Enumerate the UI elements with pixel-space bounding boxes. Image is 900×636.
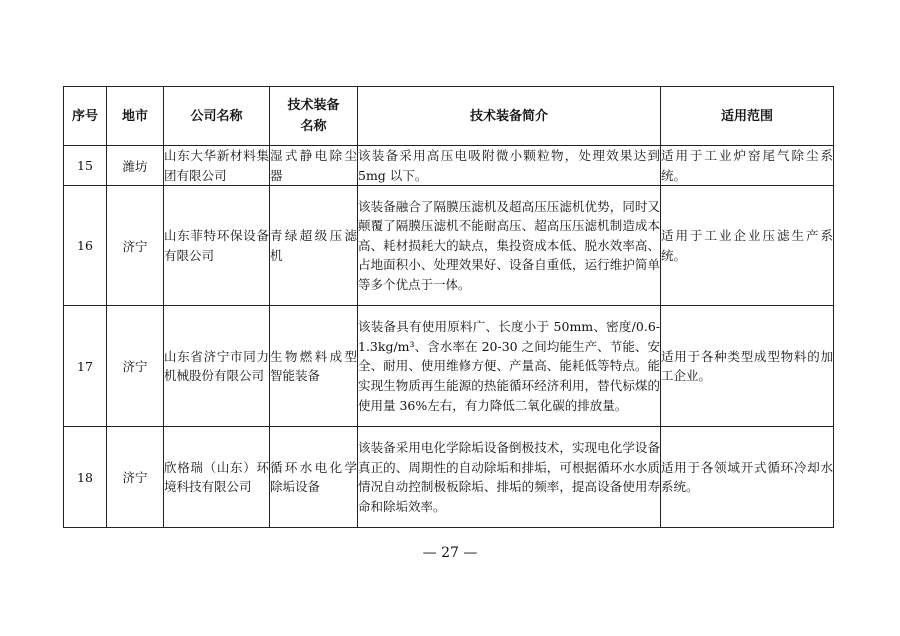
cell-index: 15 (64, 146, 107, 186)
cell-intro: 该装备采用电化学除垢设备倒极技术，实现电化学设备真正的、周期性的自动除垢和排垢，可根据循环水水质情况自动控制极板除垢、排垢的频率，提高设备使用寿命和除垢效率。 (358, 427, 661, 528)
table-row (64, 306, 834, 427)
table-row (64, 186, 834, 306)
cell-index: 17 (64, 306, 107, 427)
cell-scope: 适用于工业企业压滤生产系统。 (661, 186, 834, 306)
cell-city: 潍坊 (107, 146, 164, 186)
header-equipment (270, 87, 358, 146)
header-company: 公司名称 (164, 87, 270, 146)
header-city: 地市 (107, 87, 164, 146)
cell-scope: 适用于工业炉窑尾气除尘系统。 (661, 146, 834, 186)
cell-intro: 该装备融合了隔膜压滤机及超高压压滤机优势，同时又颠覆了隔膜压滤机不能耐高压、超高压压滤机制造成本高、耗材损耗大的缺点，集投资成本低、脱水效率高、占地面积小、处理效果好、设备自重低，运行维护简单等多个优点于一体。 (358, 186, 661, 306)
cell-company: 山东菲特环保设备有限公司 (164, 186, 270, 306)
page-number: — 27 — (422, 545, 478, 561)
cell-equipment: 生物燃料成型智能装备 (270, 306, 358, 427)
cell-index: 18 (64, 427, 107, 528)
cell-intro: 该装备采用高压电吸附微小颗粒物，处理效果达到 5mg 以下。 (358, 146, 661, 186)
cell-intro: 该装备具有使用原料广、长度小于 50mm、密度/0.6-1.3kg/m³、含水率在 20-30 之间均能生产、节能、安全、耐用、使用维修方便、产量高、能耗低等特点。能实现生物质再生能源的热能循环经济利用，替代标煤的使用量 36%左右，有力降低二氧化碳的排放量。 (358, 306, 661, 427)
cell-city: 济宁 (107, 306, 164, 427)
cell-index: 16 (64, 186, 107, 306)
cell-equipment: 青绿超级压滤机 (270, 186, 358, 306)
table-row (64, 427, 834, 528)
cell-scope: 适用于各种类型成型物料的加工企业。 (661, 306, 834, 427)
cell-city: 济宁 (107, 427, 164, 528)
table-header-row (64, 87, 834, 146)
cell-scope: 适用于各领域开式循环冷却水系统。 (661, 427, 834, 528)
cell-equipment: 湿式静电除尘器 (270, 146, 358, 186)
cell-city: 济宁 (107, 186, 164, 306)
cell-company: 山东省济宁市同力机械股份有限公司 (164, 306, 270, 427)
cell-equipment: 循环水电化学除垢设备 (270, 427, 358, 528)
header-equipment-text: 技术装备名称 (287, 98, 340, 134)
table-row (64, 146, 834, 186)
header-intro: 技术装备简介 (358, 87, 661, 146)
header-index: 序号 (64, 87, 107, 146)
cell-company: 欣格瑞（山东）环境科技有限公司 (164, 427, 270, 528)
cell-company: 山东大华新材料集团有限公司 (164, 146, 270, 186)
header-scope: 适用范围 (661, 87, 834, 146)
equipment-table (63, 86, 834, 528)
